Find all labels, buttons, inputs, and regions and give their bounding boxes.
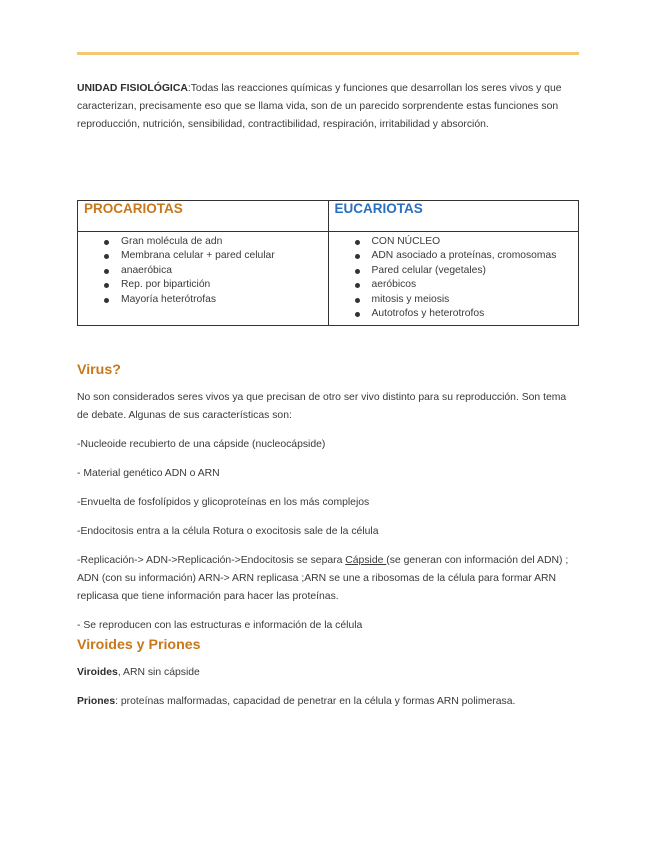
priones-term: Priones	[77, 696, 116, 707]
procariotas-list	[78, 235, 324, 307]
virus-item: -Endocitosis entra a la célula Rotura o exocitosis sale de la célula	[77, 526, 379, 537]
replication-text-end: (se generan con información del ADN) ; ADN (con su información) ARN-> ARN replicasa ;ARN se une a ribosomas de la célula para formar ARN replicasa que tiene información para hacer las proteínas.	[77, 555, 569, 603]
virus-intro: No son considerados seres vivos ya que precisan de otro ser vivo distinto para su reproducción. Son tema de debate. Algunas de sus características son:	[77, 392, 567, 422]
virus-replication	[77, 552, 579, 607]
virus-last-item: - Se reproducen con las estructuras e información de la célula	[77, 620, 363, 631]
intro-text: :Todas las reacciones químicas y funciones que desarrollan los seres vivos y que caracterizan, precisamente eso que se llama vida, son de un parecido sorprendente estas funciones son reproducción, nutrición, sensibilidad, contractibilidad, respiración, irritabilidad y absorción.	[77, 83, 562, 131]
viroides-term: Viroides	[77, 667, 118, 678]
cell-comparison-table	[77, 200, 579, 326]
viroides-paragraph	[77, 664, 579, 682]
list-item: Mayoría heterótrofas	[121, 293, 324, 307]
list-item: ADN asociado a proteínas, cromosomas	[372, 249, 575, 263]
intro-paragraph	[77, 80, 579, 135]
procariotas-cell	[78, 232, 329, 326]
viroides-text: , ARN sin cápside	[117, 667, 200, 678]
eucariotas-list	[329, 235, 575, 321]
list-item: Gran molécula de adn	[121, 235, 324, 249]
virus-item: -Envuelta de fosfolípidos y glicoproteínas en los más complejos	[77, 497, 370, 508]
header-eucariotas: EUCARIOTAS	[328, 201, 579, 232]
list-item: anaeróbica	[121, 264, 324, 278]
list-item: Autotrofos y heterotrofos	[372, 307, 575, 321]
priones-text: : proteínas malformadas, capacidad de penetrar en la célula y formas ARN polimerasa.	[115, 696, 516, 707]
list-item: Rep. por bipartición	[121, 278, 324, 292]
viroides-heading: Viroides y Priones	[77, 637, 201, 653]
virus-item: -Nucleoide recubierto de una cápside (nucleocápside)	[77, 439, 326, 450]
virus-heading: Virus?	[77, 362, 121, 378]
header-rule	[77, 52, 579, 55]
list-item: CON NÚCLEO	[372, 235, 575, 249]
intro-term: UNIDAD FISIOLÓGICA	[77, 83, 188, 94]
capside-link[interactable]: Cápside	[345, 555, 387, 566]
virus-item: - Material genético ADN o ARN	[77, 468, 220, 479]
priones-paragraph	[77, 693, 579, 711]
list-item: Pared celular (vegetales)	[372, 264, 575, 278]
list-item: mitosis y meiosis	[372, 293, 575, 307]
eucariotas-cell	[328, 232, 579, 326]
replication-text: -Replicación-> ADN->Replicación->Endocitosis se separa	[77, 555, 346, 566]
list-item: Membrana celular + pared celular	[121, 249, 324, 263]
list-item: aeróbicos	[372, 278, 575, 292]
header-procariotas: PROCARIOTAS	[78, 201, 329, 232]
